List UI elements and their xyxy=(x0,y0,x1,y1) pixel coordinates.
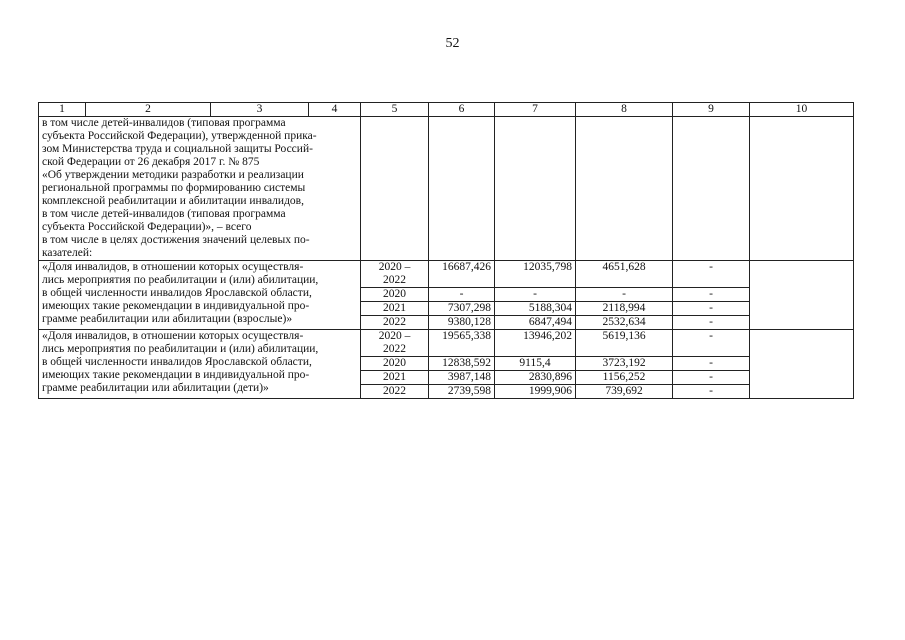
intro-line: субъекта Российской Федерации)», – всего xyxy=(42,221,252,233)
value-col9: - xyxy=(673,371,750,385)
value-col6: 3987,148 xyxy=(429,371,495,385)
desc-line: в общей численности инвалидов Ярославской области, xyxy=(42,287,312,299)
year-cell: 2022 xyxy=(361,316,429,330)
year-cell: 2021 xyxy=(361,371,429,385)
program-table xyxy=(38,102,854,399)
value-col8: 2118,994 xyxy=(576,302,673,316)
value-col7: 5188,304 xyxy=(495,302,576,316)
intro-line: в том числе в целях достижения значений целевых по- xyxy=(42,234,310,246)
desc-line: «Доля инвалидов, в отношении которых осуществля- xyxy=(42,330,304,342)
year-cell: 2020 – 2022 xyxy=(361,330,429,357)
value-col9: - xyxy=(673,385,750,399)
value-col8: 739,692 xyxy=(576,385,673,399)
value-col8: 1156,252 xyxy=(576,371,673,385)
col-header-9: 9 xyxy=(673,103,750,117)
desc-line: в общей численности инвалидов Ярославской области, xyxy=(42,356,312,368)
intro-cell-5 xyxy=(361,117,429,261)
col-header-3: 3 xyxy=(211,103,309,117)
col-header-10: 10 xyxy=(750,103,854,117)
col-header-5: 5 xyxy=(361,103,429,117)
value-col6: 16687,426 xyxy=(429,261,495,288)
col-header-8: 8 xyxy=(576,103,673,117)
intro-cell-6 xyxy=(429,117,495,261)
col-header-1: 1 xyxy=(39,103,86,117)
value-col7: 12035,798 xyxy=(495,261,576,288)
value-col6: 9380,128 xyxy=(429,316,495,330)
value-col7: 1999,906 xyxy=(495,385,576,399)
intro-line: казателей: xyxy=(42,247,93,259)
year-cell: 2021 xyxy=(361,302,429,316)
col-header-6: 6 xyxy=(429,103,495,117)
col-header-7: 7 xyxy=(495,103,576,117)
value-col8: 4651,628 xyxy=(576,261,673,288)
desc-line: лись мероприятия по реабилитации и (или) абилитации, xyxy=(42,343,319,355)
year-cell: 2020 xyxy=(361,288,429,302)
value-col6: 12838,592 xyxy=(429,357,495,371)
desc-line: лись мероприятия по реабилитации и (или) абилитации, xyxy=(42,274,319,286)
year-cell: 2020 xyxy=(361,357,429,371)
value-col7: 13946,202 xyxy=(495,330,576,357)
intro-line: субъекта Российской Федерации), утвержденной прика- xyxy=(42,130,317,142)
intro-cell-8 xyxy=(576,117,673,261)
col10-cell xyxy=(750,330,854,399)
value-col9: - xyxy=(673,288,750,302)
value-col6: 2739,598 xyxy=(429,385,495,399)
intro-line: комплексной реабилитации и абилитации инвалидов, xyxy=(42,195,304,207)
table-row xyxy=(39,261,854,288)
year-cell: 2022 xyxy=(361,385,429,399)
intro-line: зом Министерства труда и социальной защиты Россий- xyxy=(42,143,313,155)
intro-line: региональной программы по формированию системы xyxy=(42,182,306,194)
value-col7: - xyxy=(495,288,576,302)
value-col9: - xyxy=(673,261,750,288)
value-col9: - xyxy=(673,302,750,316)
desc-line: грамме реабилитации или абилитации (взрослые)» xyxy=(42,313,293,325)
table-row xyxy=(39,330,854,357)
col10-cell xyxy=(750,261,854,330)
desc-line: имеющих такие рекомендации в индивидуальной про- xyxy=(42,300,310,312)
value-col9: - xyxy=(673,330,750,357)
intro-line: в том числе детей-инвалидов (типовая программа xyxy=(42,208,286,220)
intro-description xyxy=(39,117,361,261)
intro-line: в том числе детей-инвалидов (типовая программа xyxy=(42,117,286,129)
indicator-description-children xyxy=(39,330,361,399)
value-col7: 2830,896 xyxy=(495,371,576,385)
intro-line: «Об утверждении методики разработки и реализации xyxy=(42,169,304,181)
value-col8: 3723,192 xyxy=(576,357,673,371)
year-cell: 2020 – 2022 xyxy=(361,261,429,288)
intro-cell-7 xyxy=(495,117,576,261)
value-col6: 19565,338 xyxy=(429,330,495,357)
value-col7: 9115,4 xyxy=(495,357,576,371)
intro-line: ской Федерации от 26 декабря 2017 г. № 875 xyxy=(42,156,260,168)
intro-row xyxy=(39,117,854,261)
value-col8: - xyxy=(576,288,673,302)
value-col6: - xyxy=(429,288,495,302)
desc-line: «Доля инвалидов, в отношении которых осуществля- xyxy=(42,261,304,273)
col-header-4: 4 xyxy=(309,103,361,117)
indicator-description-adults xyxy=(39,261,361,330)
intro-cell-10 xyxy=(750,117,854,261)
value-col6: 7307,298 xyxy=(429,302,495,316)
page-number: 52 xyxy=(445,36,460,51)
value-col8: 5619,136 xyxy=(576,330,673,357)
header-row xyxy=(39,103,854,117)
value-col9: - xyxy=(673,357,750,371)
value-col9: - xyxy=(673,316,750,330)
desc-line: грамме реабилитации или абилитации (дети)» xyxy=(42,382,269,394)
col-header-2: 2 xyxy=(86,103,211,117)
intro-cell-9 xyxy=(673,117,750,261)
value-col8: 2532,634 xyxy=(576,316,673,330)
desc-line: имеющих такие рекомендации в индивидуальной про- xyxy=(42,369,310,381)
value-col7: 6847,494 xyxy=(495,316,576,330)
